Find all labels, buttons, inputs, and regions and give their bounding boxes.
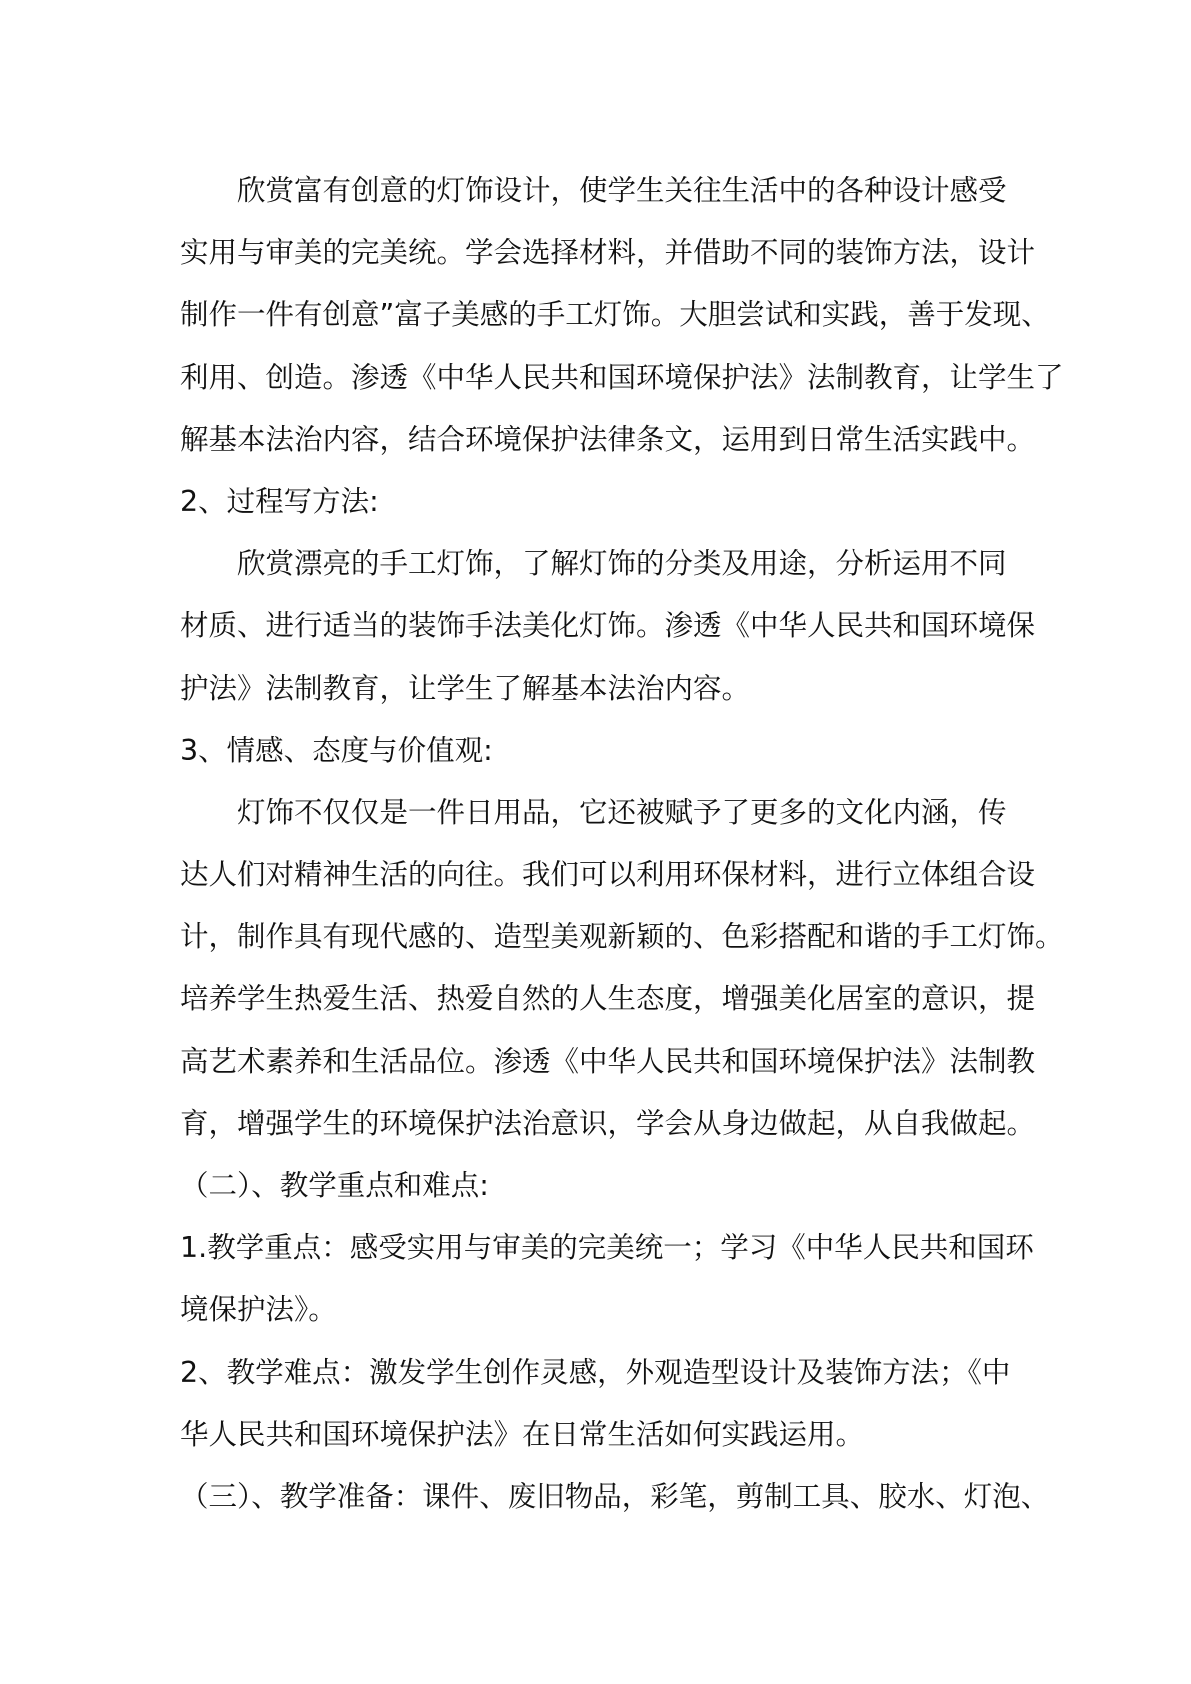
paragraph-line: 欣赏漂亮的手工灯饰，了解灯饰的分类及用途，分析运用不同	[237, 547, 1007, 581]
paragraph-line: 灯饰不仅仅是一件日用品，它还被赋予了更多的文化内涵，传	[237, 795, 1007, 829]
paragraph-line: 华人民共和国环境保护法》在日常生活如何实践运用。	[180, 1417, 865, 1451]
paragraph-line: 欣赏富有创意的灯饰设计，使学生关往生活中的各种设计感受	[237, 174, 1007, 207]
paragraph-line: 境保护法》。	[180, 1293, 337, 1327]
paragraph-line: 1.教学重点：感受实用与审美的完美统一；学习《中华人民共和国环	[180, 1231, 1034, 1265]
paragraph-line: 实用与审美的完美统。学会选择材料，并借助不同的装饰方法，设计	[180, 236, 1036, 270]
paragraph-line: 培养学生热爱生活、热爱自然的人生态度，增强美化居室的意识，提	[180, 982, 1036, 1016]
paragraph-line: 达人们对精神生活的向往。我们可以利用环保材料，进行立体组合设	[180, 858, 1036, 892]
section-heading: （三）、教学准备：课件、废旧物品，彩笔，剪制工具、胶水、灯泡、	[180, 1479, 1050, 1513]
paragraph-line: 高艺术素养和生活品位。渗透《中华人民共和国环境保护法》法制教	[180, 1044, 1036, 1078]
paragraph-line: 制作一件有创意”富子美感的手工灯饰。大胆尝试和实践，善于发现、	[180, 298, 1050, 332]
document-body	[180, 160, 1064, 1528]
paragraph-line: 利用、创造。渗透《中华人民共和国环境保护法》法制教育，让学生了	[180, 360, 1064, 394]
paragraph-line: 2、教学难点：激发学生创作灵感，外观造型设计及装饰方法；《中	[180, 1355, 1011, 1389]
paragraph-line: 材质、进行适当的装饰手法美化灯饰。渗透《中华人民共和国环境保	[180, 609, 1036, 643]
paragraph-line: 解基本法治内容，结合环境保护法律条文，运用到日常生活实践中。	[180, 422, 1036, 456]
paragraph-line: 护法》法制教育，让学生了解基本法治内容。	[180, 671, 751, 705]
section-heading: 2、过程写方法:	[180, 484, 379, 518]
section-heading: （二）、教学重点和难点:	[180, 1169, 489, 1202]
section-heading: 3、情感、态度与价值观:	[180, 733, 493, 767]
paragraph-line: 计，制作具有现代感的、造型美观新颖的、色彩搭配和谐的手工灯饰。	[180, 920, 1064, 954]
paragraph-line: 育，增强学生的环境保护法治意识，学会从身边做起，从自我做起。	[180, 1106, 1036, 1140]
